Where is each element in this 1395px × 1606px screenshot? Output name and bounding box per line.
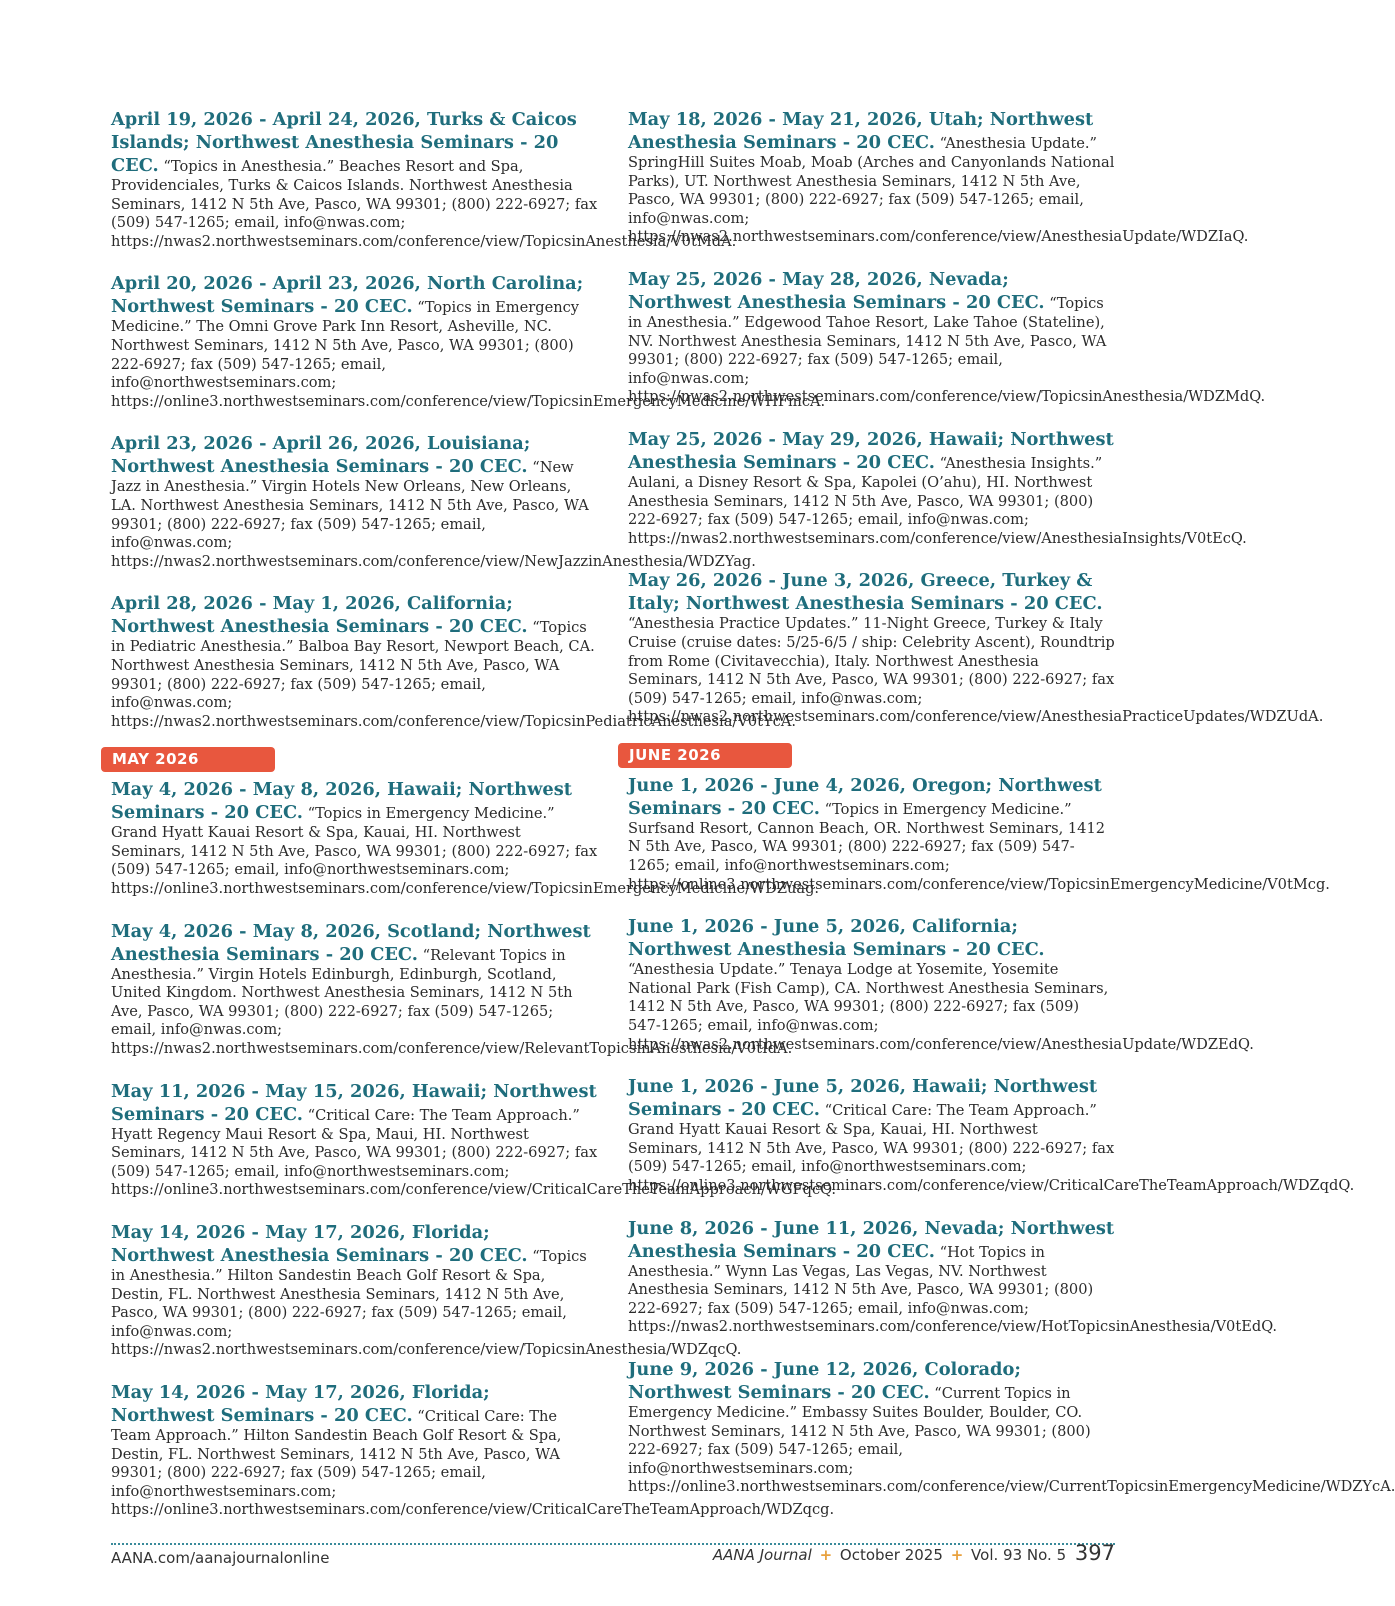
listing-entry — [111, 1080, 836, 1200]
listing-heading: April 20, 2026 - April 23, 2026, North Carolina; Northwest Seminars - 20 CEC. — [111, 273, 584, 318]
listing-entry — [628, 1358, 1395, 1497]
footer-issue-date: October 2025 — [839, 1546, 943, 1564]
listing-entry — [111, 920, 793, 1059]
listing-entry — [628, 774, 1330, 894]
listing-entry — [111, 272, 826, 411]
listing-entry — [111, 432, 756, 571]
listing-details: “Anesthesia Update.” Tenaya Lodge at Yosemite, Yosemite National Park (Fish Camp), CA. Northwest Anesthesia Seminars, 1412 N 5th Ave, Pasco, WA 99301; (800) 222-6927; fax (509) 547-1265; email, info@nwas.com; https://nwas2.northwestseminars.com/conference/view/AnesthesiaUpdate/WDZEdQ. — [628, 961, 1254, 1053]
listing-heading: May 11, 2026 - May 15, 2026, Hawaii; Northwest Seminars - 20 CEC. — [111, 1080, 597, 1125]
month-banner-june: JUNE 2026 — [618, 743, 792, 768]
listing-heading: June 9, 2026 - June 12, 2026, Colorado; Northwest Seminars - 20 CEC. — [628, 1358, 1021, 1403]
listing-heading: May 18, 2026 - May 21, 2026, Utah; Northwest Anesthesia Seminars - 20 CEC. — [628, 109, 1094, 153]
footer-volume: Vol. 93 — [971, 1546, 1023, 1564]
listing-heading: May 25, 2026 - May 29, 2026, Hawaii; Northwest Anesthesia Seminars - 20 CEC. — [628, 428, 1114, 473]
listing-heading: June 1, 2026 - June 4, 2026, Oregon; Northwest Seminars - 20 CEC. — [628, 774, 1102, 819]
listing-details: “Critical Care: The Team Approach.” Hilton Sandestin Beach Golf Resort & Spa, Destin, FL. Northwest Seminars, 1412 N 5th Ave, Pasco, WA 99301; (800) 222-6927; fax (509) 547-1265; email, info@northwestseminars.com; https://online3.northwestseminars.com/conference/view/CriticalCareTheTeamApproach/WDZqcg. — [111, 1407, 835, 1519]
listing-heading: April 23, 2026 - April 26, 2026, Louisiana; Northwest Anesthesia Seminars - 20 CEC. — [111, 433, 531, 478]
listing-entry — [628, 108, 1249, 247]
listing-entry — [111, 592, 796, 731]
footer-journal: AANA Journal — [712, 1546, 812, 1564]
listing-details: “Anesthesia Update.” SpringHill Suites Moab, Moab (Arches and Canyonlands National Parks), UT. Northwest Anesthesia Seminars, 1412 N 5th Ave, Pasco, WA 99301; (800) 222-6927; fax (509) 547-1265; email, info@nwas.com; https://nwas2.northwestseminars.com/conference/view/AnesthesiaUpdate/WDZIaQ. — [628, 135, 1249, 246]
plus-icon: + — [950, 1546, 964, 1564]
listing-details: “Topics in Emergency Medicine.” Surfsand Resort, Cannon Beach, OR. Northwest Seminars, 1412 N 5th Ave, Pasco, WA 99301; (800) 222-6927; fax (509) 547-1265; email, info@northwestseminars.com; https://online3.northwestseminars.com/conference/view/TopicsinEmergencyMedicine/V0tMcg. — [628, 800, 1330, 893]
listing-heading: May 4, 2026 - May 8, 2026, Scotland; Northwest Anesthesia Seminars - 20 CEC. — [111, 920, 591, 965]
listing-entry — [111, 1221, 742, 1360]
listing-details: “Relevant Topics in Anesthesia.” Virgin Hotels Edinburgh, Edinburgh, Scotland, United Kingdom. Northwest Anesthesia Seminars, 1412 N 5th Ave, Pasco, WA 99301; (800) 222-6927; fax (509) 547-1265; email, info@nwas.com; https://nwas2.northwestseminars.com/conference/view/RelevantTopicsinAnesthesia/V0tIdA. — [111, 946, 793, 1058]
left-entries-april — [111, 108, 826, 731]
listing-details: “Topics in Anesthesia.” Beaches Resort and Spa, Providenciales, Turks & Caicos Islands. Northwest Anesthesia Seminars, 1412 N 5th Ave, Pasco, WA 99301; (800) 222-6927; fax (509) 547-1265; email, info@nwas.com; https://nwas2.northwestseminars.com/conference/view/TopicsinAnesthesia/V0tMdA. — [111, 158, 737, 250]
page-number: 397 — [1074, 1541, 1115, 1565]
listing-heading: May 14, 2026 - May 17, 2026, Florida; Northwest Seminars - 20 CEC. — [111, 1381, 490, 1426]
listing-heading: May 25, 2026 - May 28, 2026, Nevada; Northwest Anesthesia Seminars - 20 CEC. — [628, 268, 1045, 313]
listing-details: “Topics in Anesthesia.” Edgewood Tahoe Resort, Lake Tahoe (Stateline), NV. Northwest Anesthesia Seminars, 1412 N 5th Ave, Pasco, WA 99301; (800) 222-6927; fax (509) 547-1265; email, info@nwas.com; https://nwas2.northwestseminars.com/conference/view/TopicsinAnesthesia/WDZMdQ. — [628, 294, 1266, 406]
listing-entry — [111, 108, 737, 251]
plus-icon: + — [819, 1546, 833, 1564]
listing-heading: June 8, 2026 - June 11, 2026, Nevada; Northwest Anesthesia Seminars - 20 CEC. — [628, 1217, 1115, 1262]
listing-details: “Topics in Emergency Medicine.” The Omni Grove Park Inn Resort, Asheville, NC. Northwest Seminars, 1412 N 5th Ave, Pasco, WA 99301; (800) 222-6927; fax (509) 547-1265; email, info@northwestseminars.com; https://online3.northwestseminars.com/conference/view/TopicsinEmergencyMedicine/WHFmcA. — [111, 299, 826, 410]
month-banner-may: MAY 2026 — [101, 747, 275, 772]
footer-citation — [713, 1541, 1115, 1565]
listing-entry — [111, 1381, 835, 1520]
listing-entry — [111, 778, 820, 898]
listing-entry — [628, 428, 1247, 548]
listing-entry — [628, 915, 1254, 1054]
right-entries-may — [628, 108, 1324, 727]
listing-entry — [628, 1075, 1355, 1195]
listing-heading: May 14, 2026 - May 17, 2026, Florida; Northwest Anesthesia Seminars - 20 CEC. — [111, 1222, 528, 1266]
listing-heading: May 26, 2026 - June 3, 2026, Greece, Turkey & Italy; Northwest Anesthesia Seminars - 20 CEC. — [628, 570, 1103, 615]
listing-details: “Critical Care: The Team Approach.” Hyatt Regency Maui Resort & Spa, Maui, HI. Northwest Seminars, 1412 N 5th Ave, Pasco, WA 99301; (800) 222-6927; fax (509) 547-1265; email, info@northwestseminars.com; https://online3.northwestseminars.com/conference/view/CriticalCareTheTeamApproach/WGFqcQ. — [111, 1106, 836, 1199]
footer-website[interactable]: AANA.com/aanajournalonline — [111, 1549, 330, 1567]
listing-entry — [628, 569, 1324, 727]
footer-number: No. 5 — [1026, 1546, 1067, 1564]
listing-heading: April 19, 2026 - April 24, 2026, Turks & Caicos Islands; Northwest Anesthesia Seminars - 20 CEC. — [111, 109, 577, 176]
listing-details: “Anesthesia Practice Updates.” 11-Night Greece, Turkey & Italy Cruise (cruise dates: 5/25-6/5 / ship: Celebrity Ascent), Roundtrip from Rome (Civitavecchia), Italy. Northwest Anesthesia Seminars, 1412 N 5th Ave, Pasco, WA 99301; (800) 222-6927; fax (509) 547-1265; email, info@nwas.com; https://nwas2.northwestseminars.com/conference/view/AnesthesiaPracticeUpdates/WDZUdA. — [628, 615, 1324, 726]
listing-details: “Critical Care: The Team Approach.” Grand Hyatt Kauai Resort & Spa, Kauai, HI. Northwest Seminars, 1412 N 5th Ave, Pasco, WA 99301; (800) 222-6927; fax (509) 547-1265; email, info@northwestseminars.com; https://online3.northwestseminars.com/conference/view/CriticalCareTheTeamApproach/WDZqdQ. — [628, 1102, 1355, 1194]
listing-details: “Topics in Pediatric Anesthesia.” Balboa Bay Resort, Newport Beach, CA. Northwest Anesthesia Seminars, 1412 N 5th Ave, Pasco, WA 99301; (800) 222-6927; fax (509) 547-1265; email, info@nwas.com; https://nwas2.northwestseminars.com/conference/view/TopicsinPediatricAnesthesia/V0tYcA. — [111, 619, 796, 730]
listing-details: “Topics in Anesthesia.” Hilton Sandestin Beach Golf Resort & Spa, Destin, FL. Northwest Anesthesia Seminars, 1412 N 5th Ave, Pasco, WA 99301; (800) 222-6927; fax (509) 547-1265; email, info@nwas.com; https://nwas2.northwestseminars.com/conference/view/TopicsinAnesthesia/WDZqcQ. — [111, 1248, 742, 1359]
listing-details: “Hot Topics in Anesthesia.” Wynn Las Vegas, Las Vegas, NV. Northwest Anesthesia Seminars, 1412 N 5th Ave, Pasco, WA 99301; (800) 222-6927; fax (509) 547-1265; email, info@nwas.com; https://nwas2.northwestseminars.com/conference/view/HotTopicsinAnesthesia/V0tEdQ. — [628, 1243, 1278, 1336]
listing-heading: April 28, 2026 - May 1, 2026, California; Northwest Anesthesia Seminars - 20 CEC. — [111, 593, 528, 638]
listing-entry — [628, 1217, 1278, 1337]
listing-entry — [628, 268, 1266, 407]
listing-details: “Current Topics in Emergency Medicine.” Embassy Suites Boulder, Boulder, CO. Northwest Seminars, 1412 N 5th Ave, Pasco, WA 99301; (800) 222-6927; fax (509) 547-1265; email, info@northwestseminars.com; https://online3.northwestseminars.com/conference/view/CurrentTopicsinEmergencyMedicine/WDZYcA. — [628, 1384, 1395, 1496]
listing-details: “New Jazz in Anesthesia.” Virgin Hotels New Orleans, New Orleans, LA. Northwest Anesthesia Seminars, 1412 N 5th Ave, Pasco, WA 99301; (800) 222-6927; fax (509) 547-1265; email, info@nwas.com; https://nwas2.northwestseminars.com/conference/view/NewJazzinAnesthesia/WDZYag. — [111, 459, 756, 570]
listing-details: “Anesthesia Insights.” Aulani, a Disney Resort & Spa, Kapolei (O’ahu), HI. Northwest Anesthesia Seminars, 1412 N 5th Ave, Pasco, WA 99301; (800) 222-6927; fax (509) 547-1265; email, info@nwas.com; https://nwas2.northwestseminars.com/conference/view/AnesthesiaInsights/V0tEcQ. — [628, 454, 1247, 547]
listing-heading: May 4, 2026 - May 8, 2026, Hawaii; Northwest Seminars - 20 CEC. — [111, 779, 572, 824]
listing-heading: June 1, 2026 - June 5, 2026, Hawaii; Northwest Seminars - 20 CEC. — [628, 1076, 1098, 1121]
listing-heading: June 1, 2026 - June 5, 2026, California; Northwest Anesthesia Seminars - 20 CEC. — [628, 916, 1045, 961]
right-entries-june — [628, 774, 1395, 1497]
right-column — [628, 108, 1395, 1518]
listing-details: “Topics in Emergency Medicine.” Grand Hyatt Kauai Resort & Spa, Kauai, HI. Northwest Seminars, 1412 N 5th Ave, Pasco, WA 99301; (800) 222-6927; fax (509) 547-1265; email, info@northwestseminars.com; https://online3.northwestseminars.com/conference/view/TopicsinEmergencyMedicine/WDZuag. — [111, 805, 820, 898]
